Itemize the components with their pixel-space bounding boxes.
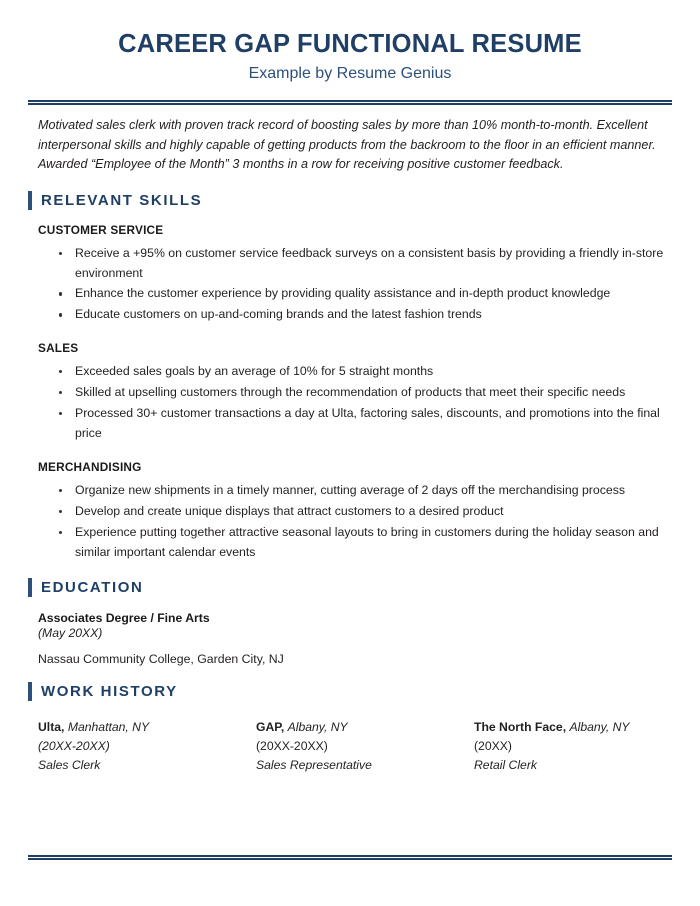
education-date: (May 20XX) (38, 626, 103, 641)
section-accent-bar-icon (28, 191, 32, 210)
work-entry-gap (256, 718, 474, 774)
section-title-text: RELEVANT SKILLS (41, 191, 203, 209)
work-employer-line (38, 718, 256, 737)
section-accent-bar-icon (28, 578, 32, 597)
professional-summary: Motivated sales clerk with proven track record of boosting sales by more than 10% month-to-month. Excellent interpersonal skills and highly capable of getting products from the backroom to the floor in an efficient manner. Awarded “Employee of the Month” 3 months in a row for receiving positive customer feedback. (38, 118, 656, 172)
work-employer: GAP, (256, 720, 285, 735)
work-location: Manhattan, NY (67, 720, 150, 735)
section-accent-bar-icon (28, 682, 32, 701)
list-item: Organize new shipments in a timely manner, cutting average of 2 days off the merchandising process (28, 481, 664, 501)
work-dates: (20XX-20XX) (256, 739, 328, 754)
list-item: Processed 30+ customer transactions a day at Ulta, factoring sales, discounts, and promotions into the final price (28, 404, 664, 444)
work-location: Albany, NY (569, 720, 630, 735)
education-school: Nassau Community College, Garden City, NJ (38, 652, 284, 667)
subsection-heading-sales: SALES (38, 341, 79, 356)
work-role: Sales Representative (256, 757, 372, 772)
section-heading-relevant-skills (28, 191, 672, 210)
bullet-list-merchandising (28, 481, 672, 563)
work-employer-line (474, 718, 630, 737)
section-heading-education (28, 578, 672, 597)
work-entry-ulta (38, 718, 256, 774)
bullet-list-sales (28, 362, 672, 444)
work-role: Sales Clerk (38, 757, 101, 772)
work-dates: (20XX) (474, 739, 512, 754)
work-dates: (20XX-20XX) (38, 739, 110, 754)
list-item: Exceeded sales goals by an average of 10% for 5 straight months (28, 362, 664, 382)
work-employer: The North Face, (474, 720, 567, 735)
list-item: Educate customers on up-and-coming brands and the latest fashion trends (28, 305, 664, 325)
work-employer-line (256, 718, 474, 737)
subsection-heading-customer-service: CUSTOMER SERVICE (38, 222, 164, 237)
work-employer: Ulta, (38, 720, 65, 735)
page-subtitle: Example by Resume Genius (248, 65, 452, 83)
work-role: Retail Clerk (474, 757, 537, 772)
work-entry-the-north-face (474, 718, 630, 774)
education-entry (38, 611, 672, 666)
work-history-columns (38, 718, 672, 774)
section-heading-work-history (28, 682, 672, 701)
list-item: Enhance the customer experience by providing quality assistance and in-depth product knowledge (28, 284, 664, 304)
list-item: Experience putting together attractive seasonal layouts to bring in customers during the holiday season and similar important calendar events (28, 523, 664, 563)
resume-header (28, 0, 672, 83)
page-title: CAREER GAP FUNCTIONAL RESUME (118, 30, 582, 58)
header-divider (28, 100, 672, 105)
list-item: Skilled at upselling customers through the recommendation of products that meet their specific needs (28, 383, 664, 403)
list-item: Receive a +95% on customer service feedback surveys on a consistent basis by providing a friendly in-store environment (28, 244, 664, 284)
footer-divider (28, 855, 672, 860)
work-location: Albany, NY (287, 720, 348, 735)
bullet-list-customer-service (28, 244, 672, 326)
section-title-text: EDUCATION (41, 579, 144, 597)
subsection-heading-merchandising: MERCHANDISING (38, 459, 142, 474)
list-item: Develop and create unique displays that attract customers to a desired product (28, 502, 664, 522)
education-degree: Associates Degree / Fine Arts (38, 611, 210, 626)
section-title-text: WORK HISTORY (41, 683, 178, 701)
